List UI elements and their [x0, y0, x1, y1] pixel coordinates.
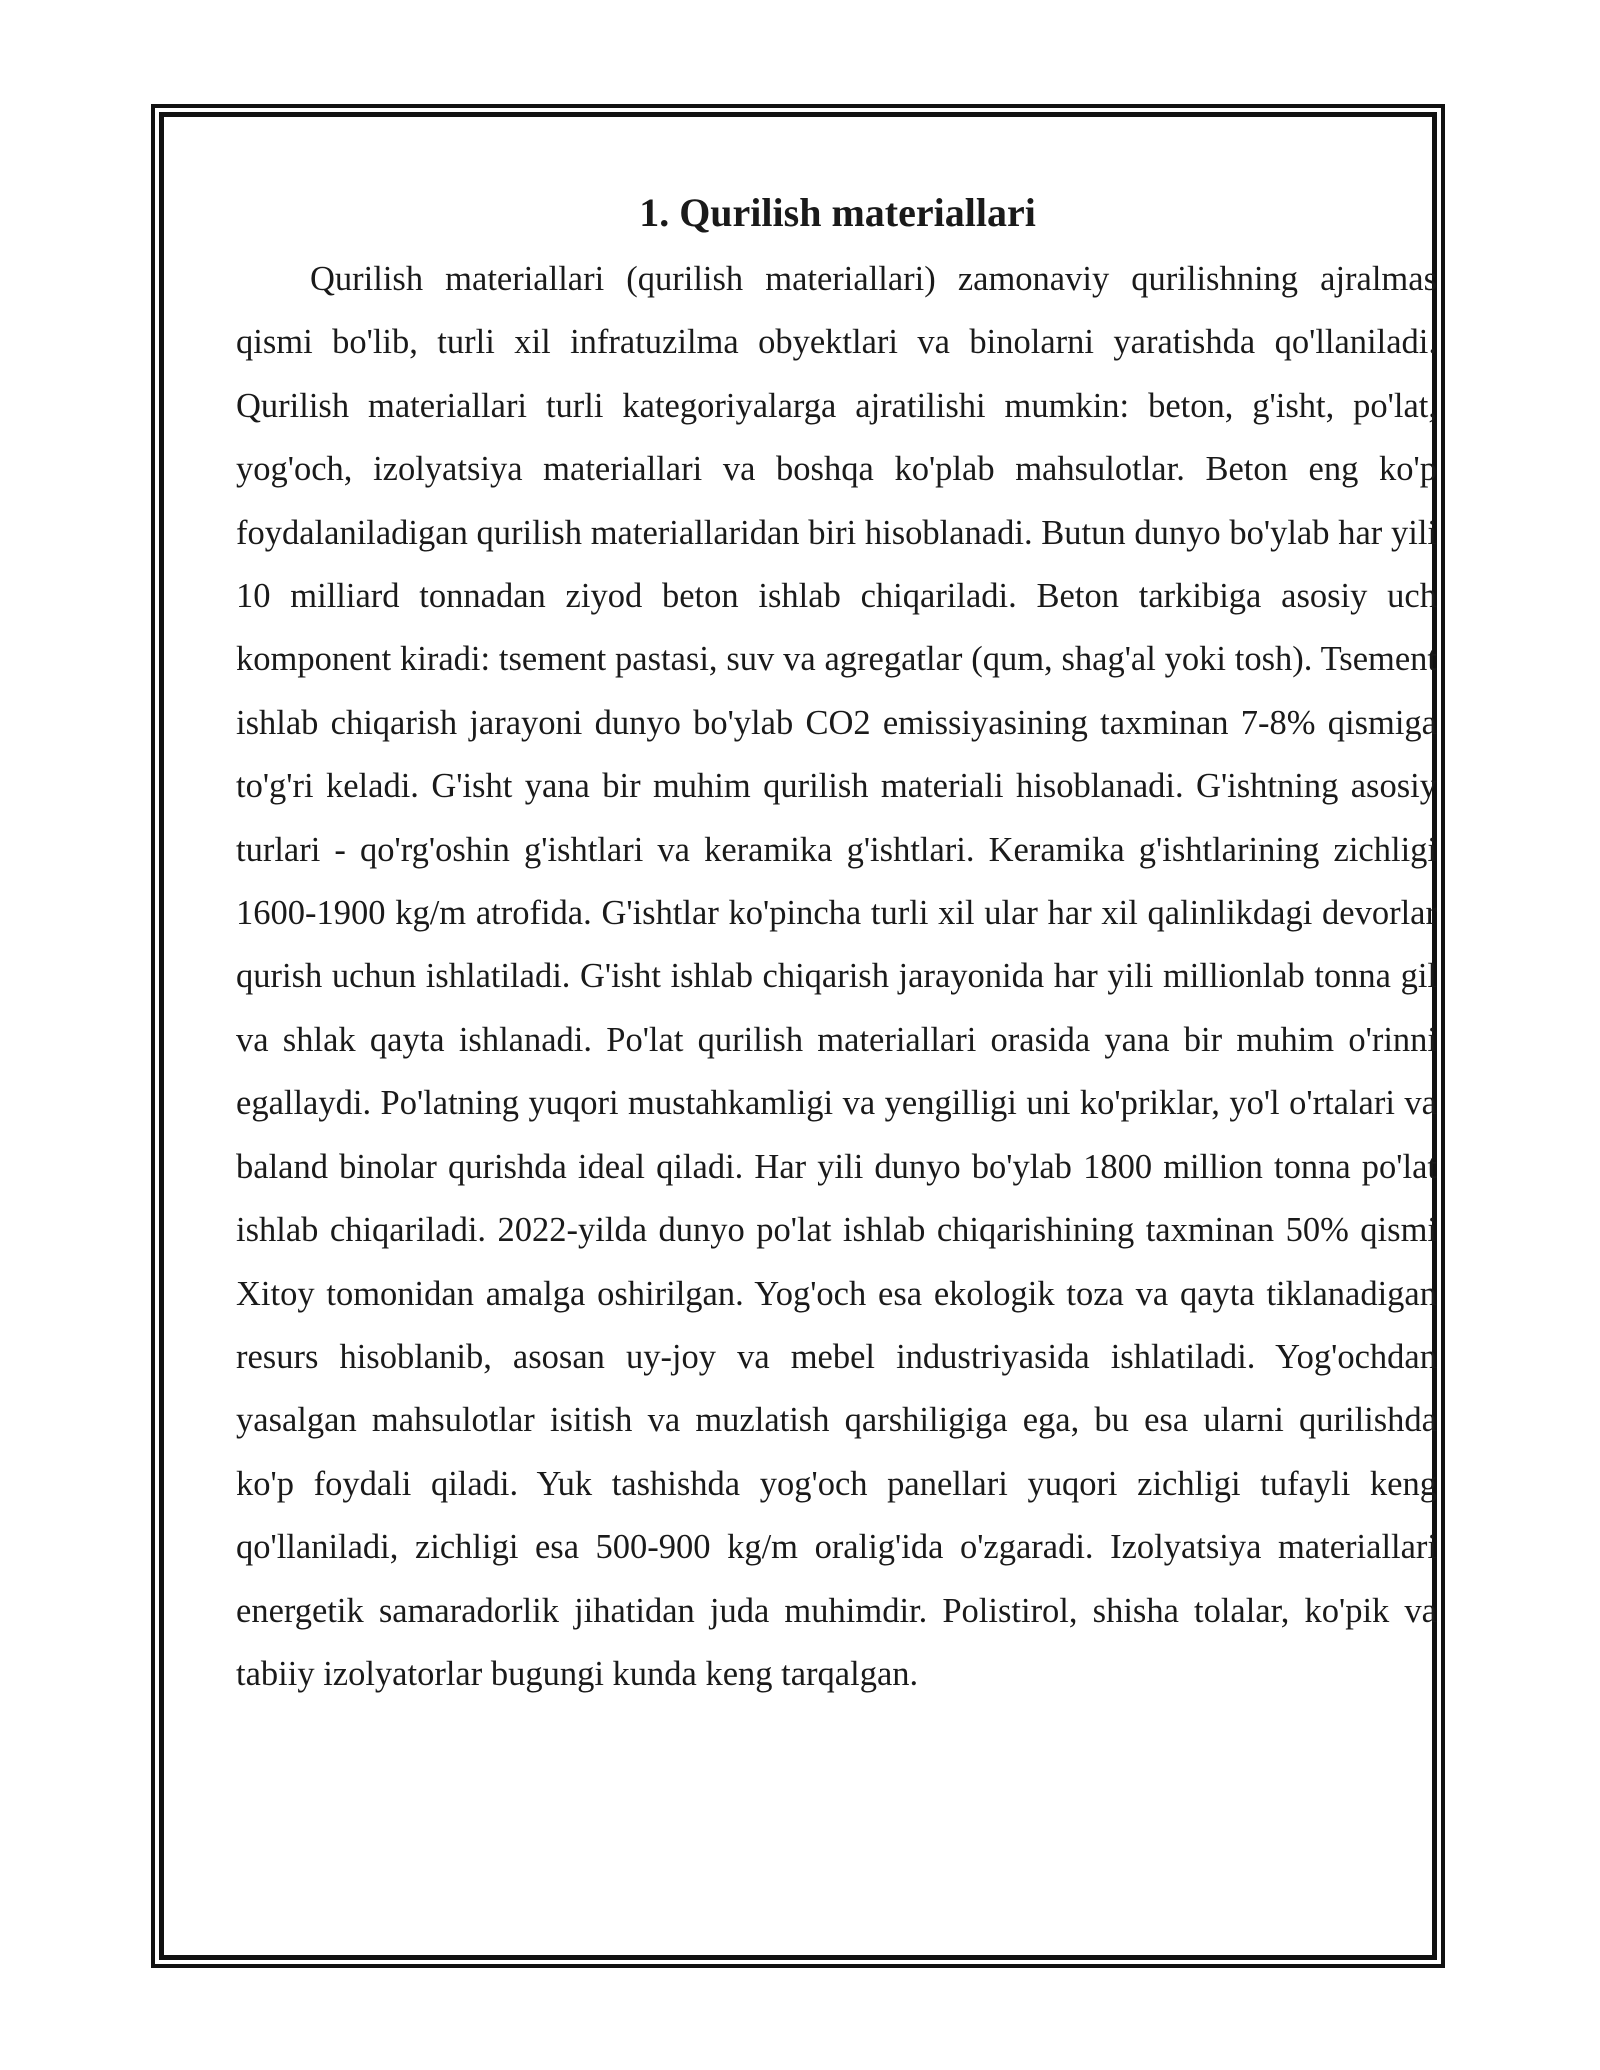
- page-content: [236, 186, 1439, 1706]
- body-paragraph: Qurilish materiallari (qurilish materiallari) zamonaviy qurilishning ajralmas qismi bo'lib, turli xil infratuzilma obyektlari va binolarni yaratishda qo'llaniladi. Qurilish materiallari turli kategoriyalarga ajratilishi mumkin: beton, g'isht, po'lat, yog'och, izolyatsiya materiallari va boshqa ko'plab mahsulotlar. Beton eng ko'p foydalaniladigan qurilish materiallaridan biri hisoblanadi. Butun dunyo bo'ylab har yili 10 milliard tonnadan ziyod beton ishlab chiqariladi. Beton tarkibiga asosiy uch komponent kiradi: tsement pastasi, suv va agregatlar (qum, shag'al yoki tosh). Tsement ishlab chiqarish jarayoni dunyo bo'ylab CO2 emissiyasining taxminan 7-8% qismiga to'g'ri keladi. G'isht yana bir muhim qurilish materiali hisoblanadi. G'ishtning asosiy turlari - qo'rg'oshin g'ishtlari va keramika g'ishtlari. Keramika g'ishtlarining zichligi 1600-1900 kg/m atrofida. G'ishtlar ko'pincha turli xil ular har xil qalinlikdagi devorlar qurish uchun ishlatiladi. G'isht ishlab chiqarish jarayonida har yili millionlab tonna gil va shlak qayta ishlanadi. Po'lat qurilish materiallari orasida yana bir muhim o'rinni egallaydi. Po'latning yuqori mustahkamligi va yengilligi uni ko'priklar, yo'l o'rtalari va baland binolar qurishda ideal qiladi. Har yili dunyo bo'ylab 1800 million tonna po'lat ishlab chiqariladi. 2022-yilda dunyo po'lat ishlab chiqarishining taxminan 50% qismi Xitoy tomonidan amalga oshirilgan. Yog'och esa ekologik toza va qayta tiklanadigan resurs hisoblanib, asosan uy-joy va mebel industriyasida ishlatiladi. Yog'ochdan yasalgan mahsulotlar isitish va muzlatish qarshiligiga ega, bu esa ularni qurilishda ko'p foydali qiladi. Yuk tashishda yog'och panellari yuqori zichligi tufayli keng qo'llaniladi, zichligi esa 500-900 kg/m oralig'ida o'zgaradi. Izolyatsiya materiallari energetik samaradorlik jihatidan juda muhimdir. Polistirol, shisha tolalar, ko'pik va tabiiy izolyatorlar bugungi kunda keng tarqalgan.: [236, 260, 1437, 1693]
- section-title: 1. Qurilish materiallari: [639, 190, 1036, 235]
